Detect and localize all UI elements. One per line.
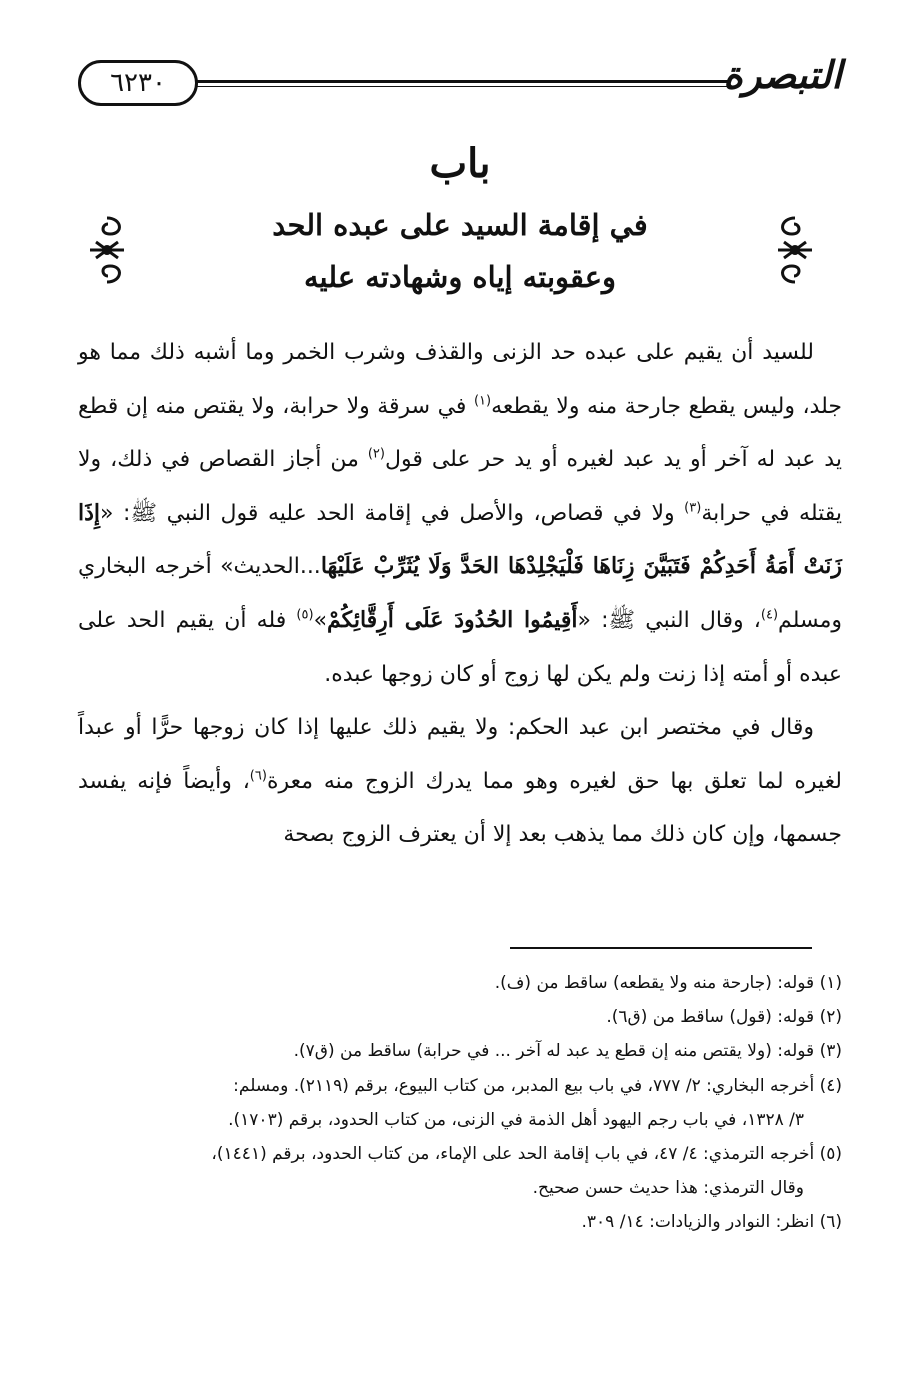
chapter-subtitle-line-2: وعقوبته إياه وشهادته عليه — [303, 260, 617, 294]
scroll-ornament-icon — [770, 210, 820, 290]
page-number-badge — [78, 60, 198, 106]
text-run: للسيد أن يقيم على عبده حد الزنى والقذف وشرب الخمر وما أشبه ذلك مما هو جلد، وليس يقطع جارحة منه ولا يقطعه — [78, 340, 842, 419]
header-rule-thin — [190, 86, 730, 87]
footnote-ref: (٦) — [249, 768, 267, 784]
text-run: وقال في مختصر ابن عبد الحكم: ولا يقيم ذلك عليها إذا كان زوجها حرًّا أو عبداً لغيره لما تعلق بها حق لغيره وهو مما يدرك الزوج منه معرة — [78, 715, 842, 794]
text-run: فله أن يقيم الحد على عبده أو أمته إذا زنت ولم يكن لها زوج أو كان زوجها عبده. — [78, 607, 842, 687]
footnote-ref: (٢) — [367, 446, 385, 462]
paragraph — [78, 701, 842, 862]
chapter-heading: باب — [429, 140, 491, 187]
hadith-quote: إِذَا زَنَتْ أَمَةُ أَحَدِكُمْ فَتَبَيَّنَ زِنَاهَا فَلْيَجْلِدْهَا الحَدَّ وَلَا يُثَرِّبْ عَلَيْهَا — [78, 499, 842, 580]
hadith-quote: أَقِيمُوا الحُدُودَ عَلَى أَرِقَّائِكُمْ — [327, 606, 578, 633]
text-run: ، وقال النبي ﷺ: « — [577, 607, 761, 633]
text-run: من أجاز القصاص في ذلك، ولا يقتله في حرابة — [78, 447, 842, 526]
text-run: ...الحديث» أخرجه البخاري ومسلم — [78, 554, 843, 633]
footnote-separator — [510, 947, 812, 949]
text-run: » — [313, 607, 328, 633]
header-rule — [190, 80, 730, 83]
footnote: (٢) قوله: (قول) ساقط من (ق٦). — [606, 1007, 842, 1028]
footnote-ref: (٥) — [296, 607, 314, 623]
footnote-ref: (٣) — [684, 500, 702, 516]
page-header — [0, 0, 920, 130]
page-number: ٦٢٣٠ — [110, 68, 166, 98]
footnote: (٣) قوله: (ولا يقتص منه إن قطع يد عبد له آخر ... في حرابة) ساقط من (ق٧). — [293, 1041, 842, 1062]
footnote: (١) قوله: (جارحة منه ولا يقطعه) ساقط من (ف). — [494, 973, 842, 993]
paragraph — [78, 326, 842, 701]
text-run: في سرقة ولا حرابة، ولا يقتص منه إن قطع يد عبد له آخر أو يد عبد لغيره أو يد حر على قول — [78, 393, 842, 473]
footnote: (٤) أخرجه البخاري: ٢/ ٧٧٧، في باب بيع المدبر، من كتاب البيوع، برقم (٢١١٩). ومسلم: — [233, 1075, 842, 1096]
text-run: ولا في قصاص، والأصل في إقامة الحد عليه قول النبي ﷺ: « — [100, 500, 685, 526]
book-title-logo: التبصرة — [723, 52, 842, 97]
footnote-ref: (١) — [473, 393, 492, 409]
footnote-continuation: وقال الترمذي: هذا حديث حسن صحيح. — [532, 1178, 804, 1199]
footnote: (٥) أخرجه الترمذي: ٤/ ٤٧، في باب إقامة الحد على الإماء، من كتاب الحدود، برقم (١٤٤١)، — [211, 1144, 842, 1165]
footnotes — [78, 966, 842, 1240]
text-run: ، وأيضاً فإنه يفسد جسمها، وإن كان ذلك مما يذهب بعد إلا أن يعترف الزوج بصحة — [78, 768, 842, 848]
body-text — [78, 326, 842, 862]
footnote: (٦) انظر: النوادر والزيادات: ١٤/ ٣٠٩. — [581, 1212, 842, 1233]
footnote-ref: (٤) — [760, 607, 779, 623]
scroll-ornament-icon — [82, 210, 132, 290]
footnote-continuation: ٣/ ١٣٢٨، في باب رجم اليهود أهل الذمة في الزنى، من كتاب الحدود، برقم (١٧٠٣). — [228, 1109, 804, 1130]
chapter-subtitle-line-1: في إقامة السيد على عبده الحد — [272, 208, 648, 242]
